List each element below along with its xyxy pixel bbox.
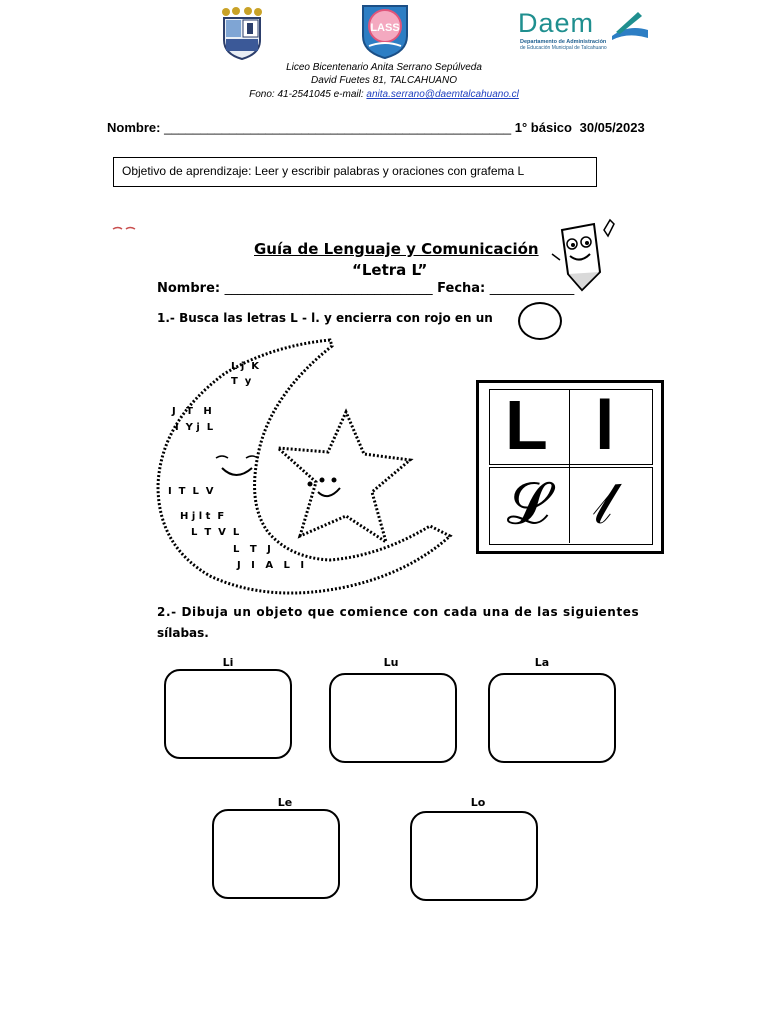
syllable-label-la: La <box>534 656 550 669</box>
guide-date-blank[interactable]: _____________ <box>489 281 575 296</box>
question-2-text: 2.- Dibuja un objeto que comience con cada una de las siguientes <box>157 605 640 619</box>
daem-logo-sub2: de Educación Municipal de Talcahuano <box>520 45 607 51</box>
daem-logo-sub1: Departamento de Administración <box>520 39 607 45</box>
school-address: David Fuetes 81, TALCAHUANO <box>311 75 457 86</box>
name-label: Nombre: <box>107 120 161 135</box>
guide-name-date-row <box>157 281 574 296</box>
daem-logo <box>518 8 650 50</box>
letter-card-lowercase-print: l <box>595 386 615 464</box>
moon-letters-line: J I A L I <box>237 560 305 571</box>
moon-letters-line: I Y j L <box>175 422 214 433</box>
guide-date-label: Fecha: <box>437 281 486 296</box>
guide-subtitle: “Letra L” <box>352 261 428 279</box>
syllable-label-lo: Lo <box>470 796 486 809</box>
moon-letters-line: J T H <box>172 406 212 417</box>
syllable-label-lu: Lu <box>383 656 399 669</box>
email-link[interactable]: anita.serrano@daemtalcahuano.cl <box>366 89 519 100</box>
lass-logo-text: LASS <box>370 22 400 34</box>
daem-logo-title: Daem <box>518 8 595 38</box>
moon-letters-line: L T V L <box>191 527 240 538</box>
school-name: Liceo Bicentenario Anita Serrano Sepúlveda <box>286 62 482 73</box>
drawing-box-la[interactable] <box>488 673 616 763</box>
drawing-box-lo[interactable] <box>410 811 538 901</box>
guide-name-blank[interactable]: ________________________________ <box>224 281 433 296</box>
school-crest-logo <box>218 6 266 60</box>
decorative-mark <box>112 219 136 225</box>
learning-objective-box <box>113 157 597 187</box>
moon-letters-line: I T L V <box>168 486 214 497</box>
moon-letters-line: H j l t F <box>180 511 225 522</box>
book-icon <box>610 10 650 40</box>
question-2-text-cont: sílabas. <box>157 626 209 640</box>
syllable-label-le: Le <box>277 796 293 809</box>
date-text: 30/05/2023 <box>579 120 645 135</box>
guide-title: Guía de Lenguaje y Comunicación <box>254 240 539 258</box>
contact-line <box>0 89 768 100</box>
letter-card-lowercase-cursive: 𝓁 <box>593 469 613 537</box>
letter-card-uppercase-print: L <box>505 386 548 464</box>
drawing-box-li[interactable] <box>164 669 292 759</box>
name-blank[interactable]: ________________________________________________ <box>164 120 512 135</box>
student-info-row <box>107 120 645 135</box>
learning-objective-text: Objetivo de aprendizaje: Leer y escribir palabras y oraciones con grafema L <box>122 164 525 178</box>
letter-card-uppercase-cursive: 𝓛 <box>507 469 550 537</box>
phone-text: Fono: 41-2541045 e-mail: <box>249 89 364 100</box>
moon-letters-line: T y <box>231 376 252 387</box>
letter-cards-panel <box>476 380 664 554</box>
drawing-box-lu[interactable] <box>329 673 457 763</box>
lass-school-logo <box>359 2 411 60</box>
guide-name-label: Nombre: <box>157 281 221 296</box>
grade-text: 1° básico <box>514 120 572 135</box>
moon-letters-line: L T J <box>233 544 271 555</box>
drawing-box-le[interactable] <box>212 809 340 899</box>
moon-star-image <box>150 336 470 596</box>
syllable-label-li: Li <box>222 656 234 669</box>
question-1-text: 1.- Busca las letras L - l. y encierra con rojo en un <box>157 311 493 325</box>
moon-letters-line: L j K <box>231 361 259 372</box>
red-circle-example <box>518 302 562 340</box>
